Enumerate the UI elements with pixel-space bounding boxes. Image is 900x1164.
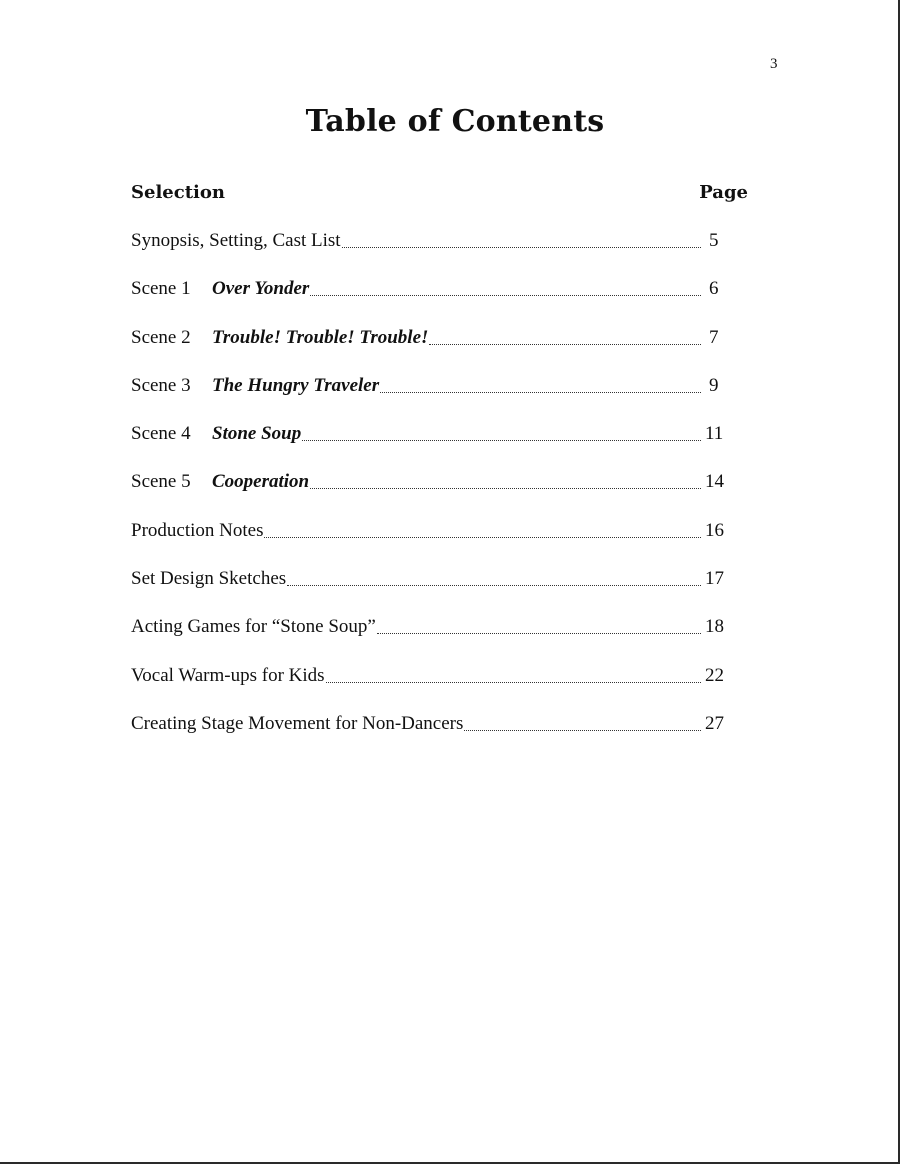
dot-leader xyxy=(429,344,701,345)
toc-entry-page: 6 xyxy=(709,278,719,300)
scene-label: Scene 4 xyxy=(131,423,191,445)
toc-entry xyxy=(131,518,731,566)
scene-label: Scene 1 xyxy=(131,278,191,300)
dot-leader xyxy=(464,730,701,731)
toc-entry xyxy=(131,711,731,759)
toc-entry xyxy=(131,325,731,373)
toc-entry-text xyxy=(131,228,341,254)
scene-title: The Hungry Traveler xyxy=(212,374,380,396)
toc-entry xyxy=(131,469,731,517)
page-number: 3 xyxy=(770,56,778,72)
dot-leader xyxy=(287,585,701,586)
toc-entry-page: 22 xyxy=(705,664,724,686)
toc-entry-text xyxy=(131,518,263,544)
toc-entry-page: 9 xyxy=(709,374,719,396)
toc-entry xyxy=(131,566,731,614)
toc-entry-label: Production Notes xyxy=(131,519,264,541)
toc-entry-text xyxy=(131,469,309,495)
dot-leader xyxy=(342,247,701,248)
toc-entry-page: 17 xyxy=(705,568,724,590)
page-title: Table of Contents xyxy=(305,104,605,139)
toc-entry-text xyxy=(131,325,428,351)
toc-entry xyxy=(131,373,731,421)
toc-list xyxy=(131,228,731,759)
scene-label: Scene 5 xyxy=(131,471,191,493)
toc-entry-text xyxy=(131,373,379,399)
toc-entry-label: Creating Stage Movement for Non-Dancers xyxy=(131,712,464,734)
scene-title: Cooperation xyxy=(212,471,310,493)
toc-entry-text xyxy=(131,614,376,640)
dot-leader xyxy=(310,295,701,296)
toc-entry xyxy=(131,663,731,711)
toc-header xyxy=(131,182,748,208)
toc-entry-page: 16 xyxy=(705,519,724,541)
dot-leader xyxy=(326,682,701,683)
toc-entry-page: 14 xyxy=(705,471,724,493)
toc-entry-label: Synopsis, Setting, Cast List xyxy=(131,230,341,251)
toc-entry-text xyxy=(131,711,463,737)
toc-entry-text xyxy=(131,566,286,592)
toc-entry xyxy=(131,421,731,469)
toc-entry xyxy=(131,276,731,324)
toc-entry-text xyxy=(131,421,301,447)
toc-entry-page: 27 xyxy=(705,712,724,734)
toc-entry-text xyxy=(131,663,325,689)
dot-leader xyxy=(310,488,701,489)
scene-title: Trouble! Trouble! Trouble! xyxy=(212,326,429,348)
toc-entry xyxy=(131,614,731,662)
scene-label: Scene 3 xyxy=(131,374,191,396)
dot-leader xyxy=(377,633,701,634)
toc-entry xyxy=(131,228,731,276)
toc-entry-page: 11 xyxy=(705,423,724,445)
dot-leader xyxy=(380,392,701,393)
page-header: Page xyxy=(699,182,748,203)
toc-entry-label: Set Design Sketches xyxy=(131,568,287,590)
toc-entry-page: 5 xyxy=(709,230,719,251)
scene-title: Over Yonder xyxy=(212,278,310,300)
toc-entry-page: 18 xyxy=(705,616,724,638)
toc-entry-page: 7 xyxy=(709,326,719,348)
toc-entry-label: Vocal Warm-ups for Kids xyxy=(131,664,325,686)
scene-title: Stone Soup xyxy=(212,423,302,445)
dot-leader xyxy=(264,537,701,538)
toc-entry-text xyxy=(131,276,309,302)
scene-label: Scene 2 xyxy=(131,326,191,348)
toc-entry-label: Acting Games for “Stone Soup” xyxy=(131,616,376,638)
dot-leader xyxy=(302,440,701,441)
selection-header: Selection xyxy=(131,182,225,203)
